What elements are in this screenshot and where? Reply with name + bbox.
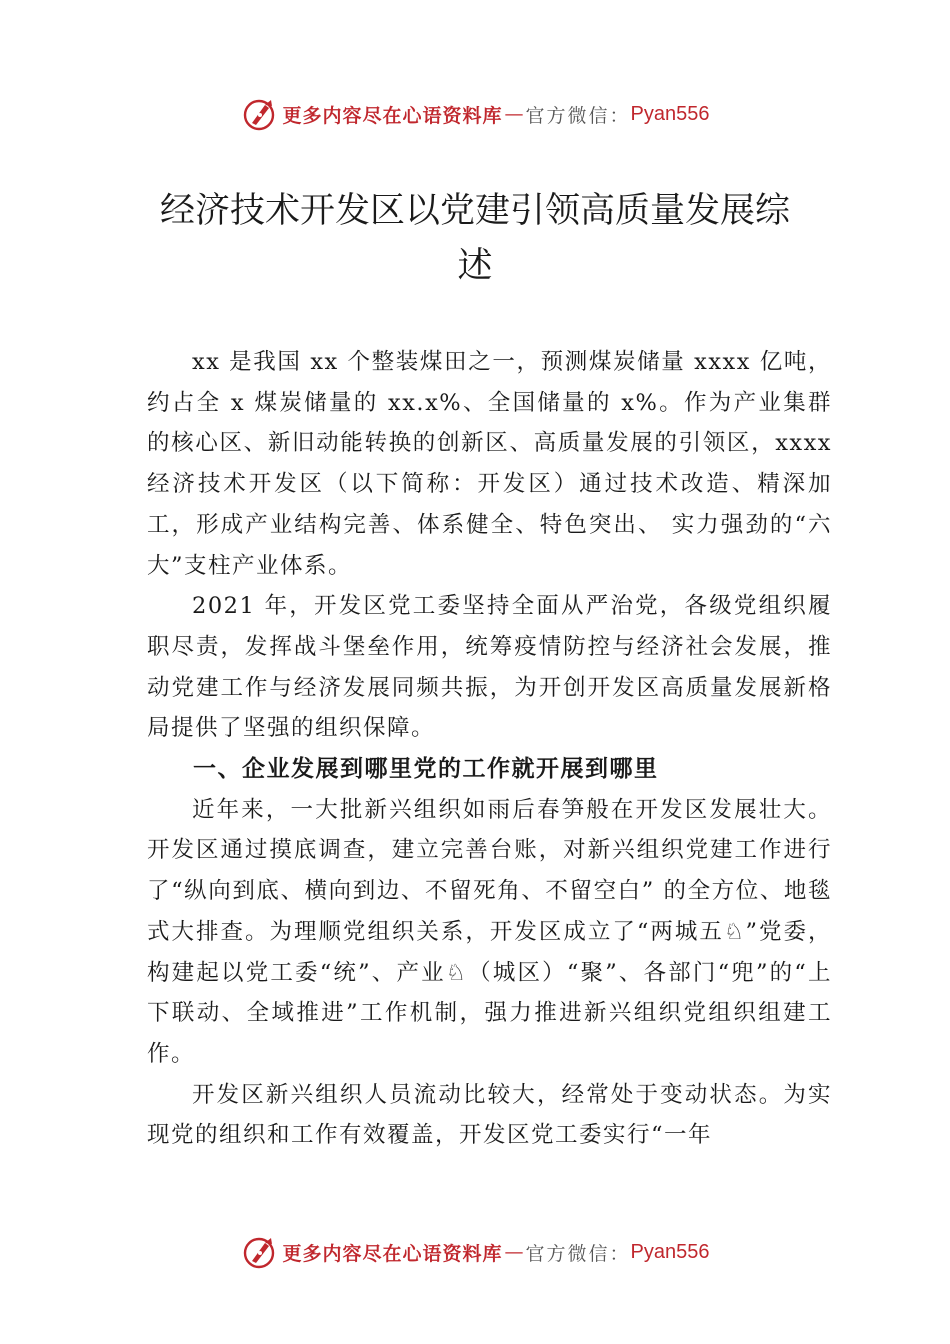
banner-brand-text: 更多内容尽在心语资料库 xyxy=(282,104,503,127)
header-watermark-banner xyxy=(0,94,950,134)
paragraph: xx 是我国 xx 个整装煤田之一，预测煤炭储量 xxxx 亿吨，约占全 x 煤炭储量的 xx.x%、全国储量的 x%。作为产业集群的核心区、新旧动能转换的创新区、高质量发展的引领区，xxxx 经济技术开发区（以下简称：开发区）通过技术改造、精深加工，形成产业结构完善、体系健全、特色突出、 实力强劲的“六大”支柱产业体系。 xyxy=(147,349,832,579)
banner-separator: — xyxy=(504,1241,524,1263)
paragraph: 开发区新兴组织人员流动比较大，经常处于变动状态。为实现党的组织和工作有效覆盖，开发区党工委实行“一年 xyxy=(147,1081,832,1149)
pen-nib-logo-icon xyxy=(241,96,277,132)
banner-separator: — xyxy=(504,103,524,125)
banner-wechat-id: Pyan556 xyxy=(630,102,710,125)
section-heading: 一、企业发展到哪里党的工作就开展到哪里 xyxy=(193,756,659,783)
document-body xyxy=(147,342,832,1156)
banner-wechat-id: Pyan556 xyxy=(630,1240,710,1263)
document-title: 经济技术开发区以党建引领高质量发展综述 xyxy=(159,191,790,286)
paragraph: 近年来，一大批新兴组织如雨后春笋般在开发区发展壮大。开发区通过摸底调查，建立完善台账，对新兴组织党建工作进行了“纵向到底、横向到边、不留死角、不留空白” 的全方位、地毯式大排查。为理顺党组织关系，开发区成立了“两城五♘”党委，构建起以党工委“统”、产业♘（城区）“聚”、各部门“兜”的“上下联动、全域推进”工作机制，强力推进新兴组织党组织组建工作。 xyxy=(147,796,832,1067)
banner-brand-text: 更多内容尽在心语资料库 xyxy=(282,1242,503,1265)
banner-wechat-label: 官方微信： xyxy=(525,104,631,127)
banner-wechat-label: 官方微信： xyxy=(525,1242,631,1265)
paragraph: 2021 年，开发区党工委坚持全面从严治党，各级党组织履职尽责，发挥战斗堡垒作用，统筹疫情防控与经济社会发展，推动党建工作与经济发展同频共振，为开创开发区高质量发展新格局提供了坚强的组织保障。 xyxy=(147,593,832,742)
pen-nib-logo-icon xyxy=(241,1234,277,1270)
footer-watermark-banner xyxy=(0,1232,950,1272)
